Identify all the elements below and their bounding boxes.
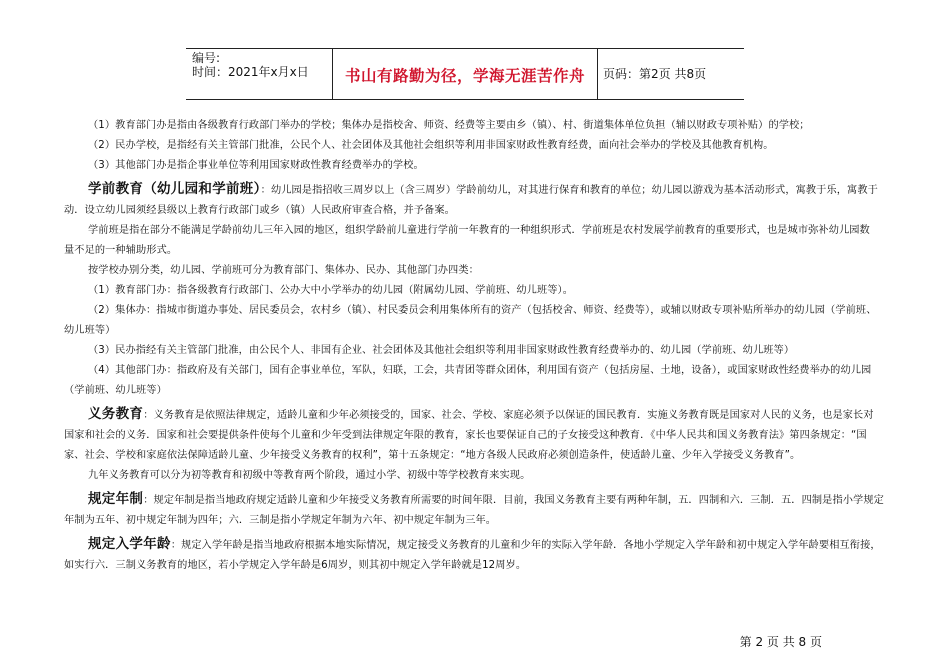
preschool-text-line2: 动．设立幼儿园须经县级以上教育行政部门或乡（镇）人民政府审查合格，并予备案。	[64, 205, 455, 216]
system-text-line2: 年制为五年、初中规定年制为四年；六．三制是指小学规定年制为六年、初中规定年制为三年。	[64, 515, 497, 526]
preschool-text-line1: ：幼儿园是指招收三周岁以上（含三周岁）学龄前幼儿，对其进行保育和教育的单位；幼儿园以游戏为基本活动形式，寓教于乐，寓教于	[260, 185, 878, 196]
document-body	[64, 116, 884, 576]
heading-preschool: 学前教育（幼儿园和学前班）	[88, 181, 261, 197]
paragraph-education-dept: （1）教育部门办是指由各级教育行政部门举办的学校；集体办是指校舍、师资、经费等主要由乡（镇）、村、街道集体单位负担（辅以财政专项补贴）的学校；	[88, 120, 810, 131]
header-page-cell	[597, 49, 744, 99]
paragraph-private-school: （2）民办学校，是指经有关主管部门批准，公民个人、社会团体及其他社会组织等利用非国家财政性教育经费，面向社会举办的学校及其他教育机构。	[88, 140, 774, 151]
compulsory-text-line2: 国家和社会的义务．国家和社会要提供条件使每个儿童和少年受到法律规定年限的教育，家长也要保证自己的子女接受这种教育．《中华人民共和国义务教育法》第四条规定：“国	[64, 430, 867, 441]
paragraph-compulsory	[64, 404, 884, 426]
compulsory-text-line3: 家、社会、学校和家庭依法保障适龄儿童、少年接受义务教育的权利”，第十五条规定：“地方各级人民政府必须创造条件，使适龄儿童、少年入学接受义务教育”。	[64, 450, 801, 461]
paragraph-preschool	[64, 179, 884, 201]
heading-school-system: 规定年制	[88, 491, 144, 507]
paragraph-type-education-dept: （1）教育部门办：指各级教育行政部门、公办大中小学举办的幼儿园（附属幼儿园、学前班、幼儿班等）。	[88, 285, 573, 296]
age-text-line2: 如实行六．三制义务教育的地区，若小学规定入学年龄是6周岁，则其初中规定入学年龄就是12周岁。	[64, 560, 527, 571]
heading-compulsory: 义务教育	[88, 406, 144, 422]
age-text-line1: ：规定入学年龄是指当地政府根据本地实际情况，规定接受义务教育的儿童和少年的实际入学年龄．各地小学规定入学年龄和初中规定入学年龄要相互衔接，	[170, 540, 881, 551]
paragraph-other-dept: （3）其他部门办是指企事业单位等利用国家财政性教育经费举办的学校。	[88, 160, 424, 171]
paragraph-type-collective-line2: 幼儿班等）	[64, 325, 116, 336]
preclass-text-line1: 学前班是指在部分不能满足学龄前幼儿三年入园的地区，组织学龄前儿童进行学前一年教育的一种组织形式．学前班是农村发展学前教育的重要形式，也是城市弥补幼儿园数	[88, 225, 870, 236]
page-footer: 第 2 页 共 8 页	[739, 635, 822, 649]
document-header	[186, 48, 744, 100]
paragraph-type-other-line1: （4）其他部门办：指政府及有关部门，国有企事业单位，军队，妇联，工会，共青团等群众团体，利用国有资产（包括房屋、土地，设备），或国家财政性经费举办的幼儿园	[88, 365, 872, 376]
document-number-label: 编号:	[192, 51, 221, 65]
header-page-code: 页码：第2页 共8页	[603, 67, 707, 81]
paragraph-type-collective-line1: （2）集体办：指城市街道办事处、居民委员会，农村乡（镇）、村民委员会利用集体所有的资产（包括校舍、师资、经费等），或辅以财政专项补贴所举办的幼儿园（学前班、	[88, 305, 877, 316]
preclass-text-line2: 量不足的一种辅助形式。	[64, 245, 178, 256]
header-motto-cell	[332, 49, 598, 99]
system-text-line1: ：规定年制是指当地政府规定适龄儿童和少年接受义务教育所需要的时间年限．目前，我国义务教育主要有两种年制，五．四制和六．三制．五．四制是指小学规定	[143, 495, 884, 506]
paragraph-school-system	[64, 489, 884, 511]
paragraph-entry-age	[64, 534, 884, 556]
compulsory-text-line1: ：义务教育是依照法律规定，适龄儿童和少年必须接受的，国家、社会、学校、家庭必须予以保证的国民教育．实施义务教育既是国家对人民的义务，也是家长对	[143, 410, 874, 421]
paragraph-type-other-line2: （学前班、幼儿班等）	[64, 385, 167, 396]
paragraph-type-private: （3）民办指经有关主管部门批准，由公民个人、非国有企业、社会团体及其他社会组织等利用非国家财政性教育经费举办的、幼儿园（学前班、幼儿班等）	[88, 345, 795, 356]
heading-entry-age: 规定入学年龄	[88, 536, 171, 552]
paragraph-classification-intro: 按学校办别分类，幼儿园、学前班可分为教育部门、集体办、民办、其他部门办四类：	[88, 265, 479, 276]
document-time-label: 时间：2021年x月x日	[192, 65, 309, 79]
header-motto: 书山有路勤为径，学海无涯苦作舟	[344, 67, 585, 85]
header-info-cell	[186, 49, 332, 99]
compulsory-text-line4: 九年义务教育可以分为初等教育和初级中等教育两个阶段，通过小学、初级中等学校教育来实现。	[88, 470, 531, 481]
